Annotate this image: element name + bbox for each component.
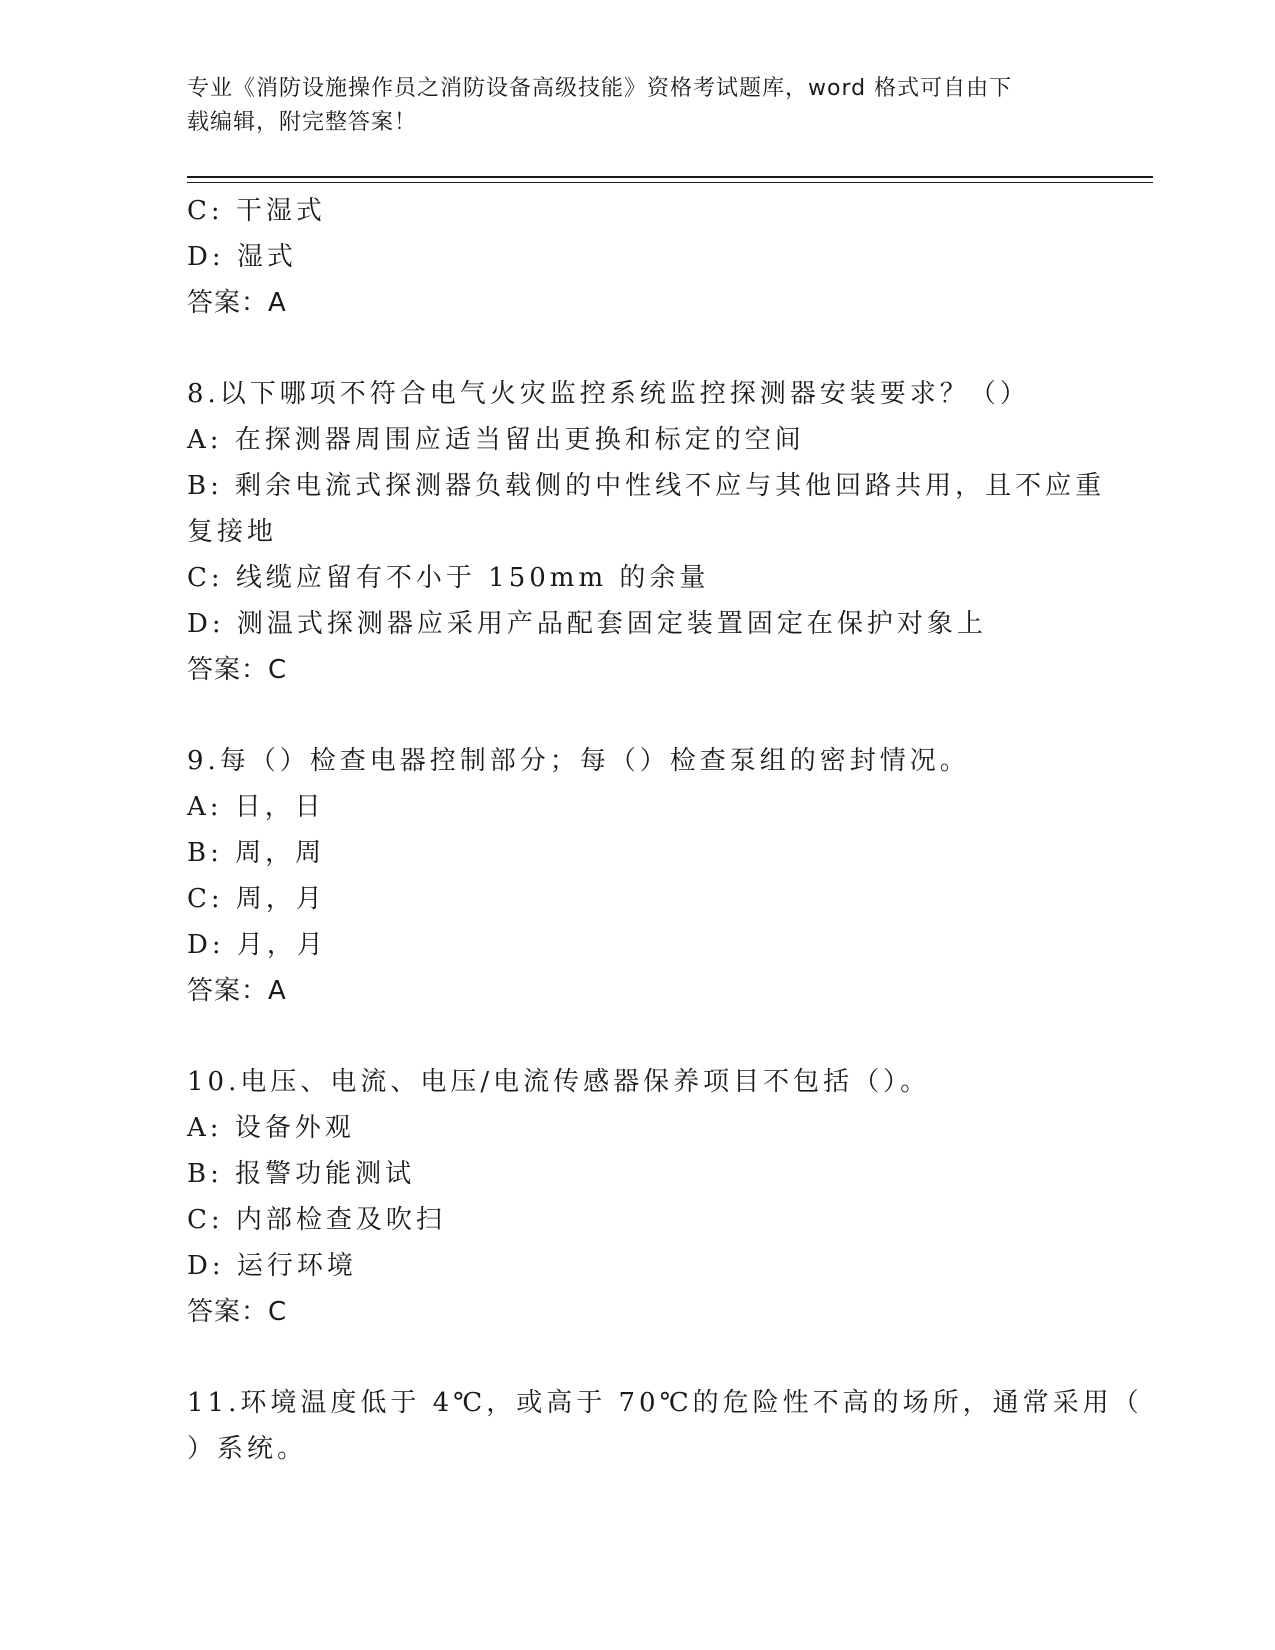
question-text-continuation: ）系统。	[187, 1434, 308, 1464]
question-text: 10.电压、电流、电压/电流传感器保养项目不包括（）。	[187, 1067, 931, 1097]
spacer	[187, 1014, 1087, 1059]
option-a: A: 设备外观	[187, 1113, 355, 1143]
question-list	[187, 188, 1143, 1472]
header-divider-thin	[187, 182, 1153, 183]
answer-line: 答案：A	[187, 288, 287, 318]
spacer	[187, 326, 1087, 371]
header-line-2: 载编辑，附完整答案！	[187, 110, 418, 135]
spacer	[187, 693, 1087, 738]
option-b: B: 报警功能测试	[187, 1159, 416, 1189]
option-c: C: 线缆应留有不小于 150mm 的余量	[187, 563, 710, 593]
document-header	[187, 72, 1067, 140]
option-d: D: 湿式	[187, 242, 297, 272]
answer-line: 答案：C	[187, 655, 288, 685]
answer-line: 答案：C	[187, 1297, 288, 1327]
question-8	[187, 371, 1106, 693]
option-c: C: 周，月	[187, 884, 326, 914]
header-line-1: 专业《消防设施操作员之消防设备高级技能》资格考试题库，word 格式可自由下	[187, 76, 1013, 101]
option-c: C: 干湿式	[187, 196, 326, 226]
question-10	[187, 1059, 1087, 1335]
option-d: D: 运行环境	[187, 1251, 357, 1281]
option-a: A: 日，日	[187, 792, 325, 822]
header-divider-thick	[187, 176, 1153, 178]
question-text: 9.每（）检查电器控制部分；每（）检查泵组的密封情况。	[187, 746, 970, 776]
question-text: 11.环境温度低于 4℃，或高于 70℃的危险性不高的场所，通常采用（	[187, 1388, 1143, 1418]
question-9	[187, 738, 1087, 1014]
spacer	[187, 1335, 1087, 1380]
answer-line: 答案：A	[187, 976, 287, 1006]
option-d: D: 月，月	[187, 930, 327, 960]
option-a: A: 在探测器周围应适当留出更换和标定的空间	[187, 425, 805, 455]
option-b: B: 周，周	[187, 838, 326, 868]
option-c: C: 内部检查及吹扫	[187, 1205, 446, 1235]
question-text: 8.以下哪项不符合电气火灾监控系统监控探测器安装要求？（）	[187, 379, 1030, 409]
question-7-tail	[187, 188, 1087, 326]
option-b-continuation: 复接地	[187, 517, 278, 547]
question-11	[187, 1380, 1143, 1472]
option-b: B: 剩余电流式探测器负载侧的中性线不应与其他回路共用，且不应重	[187, 471, 1106, 501]
option-d: D: 测温式探测器应采用产品配套固定装置固定在保护对象上	[187, 609, 987, 639]
